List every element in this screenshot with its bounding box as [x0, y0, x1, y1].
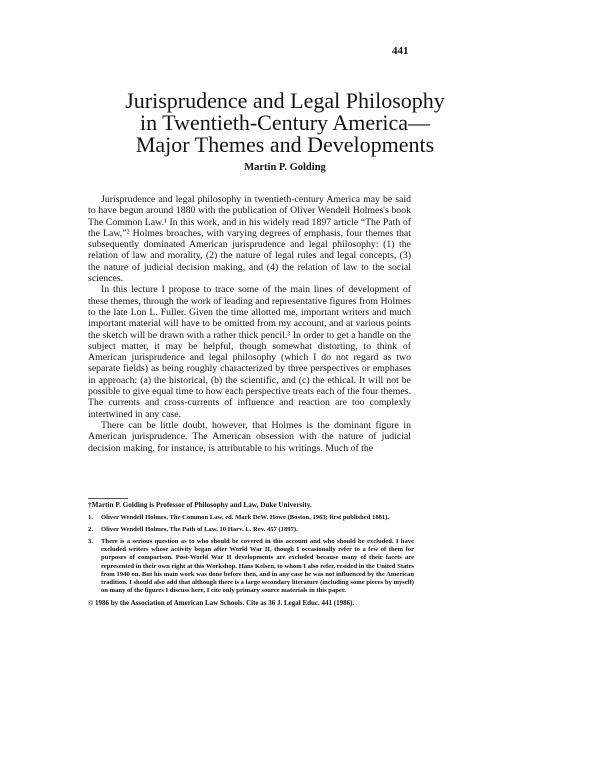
title-line: Jurisprudence and Legal Philosophy: [125, 88, 445, 113]
footnote-number: 2.: [88, 526, 93, 534]
title-line: in Twentieth-Century America—: [139, 110, 431, 135]
article-title: [60, 90, 510, 156]
author-name: Martin P. Golding: [244, 162, 326, 173]
body-paragraph: In this lecture I propose to trace some of the main lines of development of these themes, through the work of leading and representative figures from Holmes to the late Lon L. Fuller. Given the time allotted me, important writers and much important material will have to be omitted from my account, and at various points the sketch will be drawn with a rather thick pencil.³ In order to get a handle on the subject matter, it may be helpful, though somewhat distorting, to think of American jurisprudence and legal philosophy (which I do not regard as two separate fields) as being roughly characterized by three perspectives or emphases in approach: (a) the historical, (b) the scientific, and (c) the ethical. It will not be possible to give equal time to how each perspective treats each of the four themes. The currents and cross-currents of influence and reaction are too complexly intertwined in any case.: [88, 284, 411, 420]
footnote: [88, 526, 414, 534]
footnote-text: There is a serious question as to who should be covered in this account and who should be excluded. I have excluded writers whose activity began after World War II, though I occasionally refer to a few of them for purposes of comparison. Post-World War II developments are excluded because many of their facets are represented in their own right at this Workshop. Hans Kelsen, to whom I also refer, resided in the United States from 1940 on. But his main work was done before then, and in any case he was not influenced by the American tradition. I should also add that although there is a large secondary literature (including some pieces by myself) on many of the figures I discuss here, I cite only primary source materials in this paper.: [101, 538, 414, 594]
footnote: [88, 538, 414, 595]
article-body: [88, 194, 411, 454]
title-line: Major Themes and Developments: [135, 132, 435, 157]
page-number: 441: [392, 45, 409, 57]
body-paragraph: Jurisprudence and legal philosophy in twentieth-century America may be said to have begun around 1880 with the publication of Oliver Wendell Holmes's book The Common Law.¹ In this work, and in his widely read 1897 article “The Path of the Law,”² Holmes broaches, with varying degrees of emphasis, four themes that subsequently dominated American jurisprudence and legal philosophy: (1) the relation of law and morality, (2) the nature of legal rules and legal concepts, (3) the nature of judicial decision making, and (4) the relation of law to the social sciences.: [88, 194, 411, 285]
copyright-notice: © 1986 by the Association of American Law Schools. Cite as 36 J. Legal Educ. 441 (1986).: [88, 598, 355, 607]
body-paragraph: There can be little doubt, however, that Holmes is the dominant figure in American jurisprudence. The American obsession with the nature of judicial decision making, for instance, is attributable to his writings. Much of the: [88, 419, 411, 454]
footnotes: [88, 501, 414, 611]
footnote-divider: [88, 498, 128, 499]
footnote-number: 1.: [88, 514, 93, 522]
footnote-text: Oliver Wendell Holmes, The Path of Law, 10 Harv. L. Rev. 457 (1897).: [101, 526, 298, 534]
footnote: [88, 514, 414, 522]
footnote-text: Oliver Wendell Holmes, The Common Law, ed. Mark DeW. Howe (Boston, 1963; first published 1881).: [101, 514, 390, 522]
footnote-number: 3.: [88, 538, 93, 546]
author-footnote: †Martin P. Golding is Professor of Philosophy and Law, Duke University.: [88, 501, 312, 509]
